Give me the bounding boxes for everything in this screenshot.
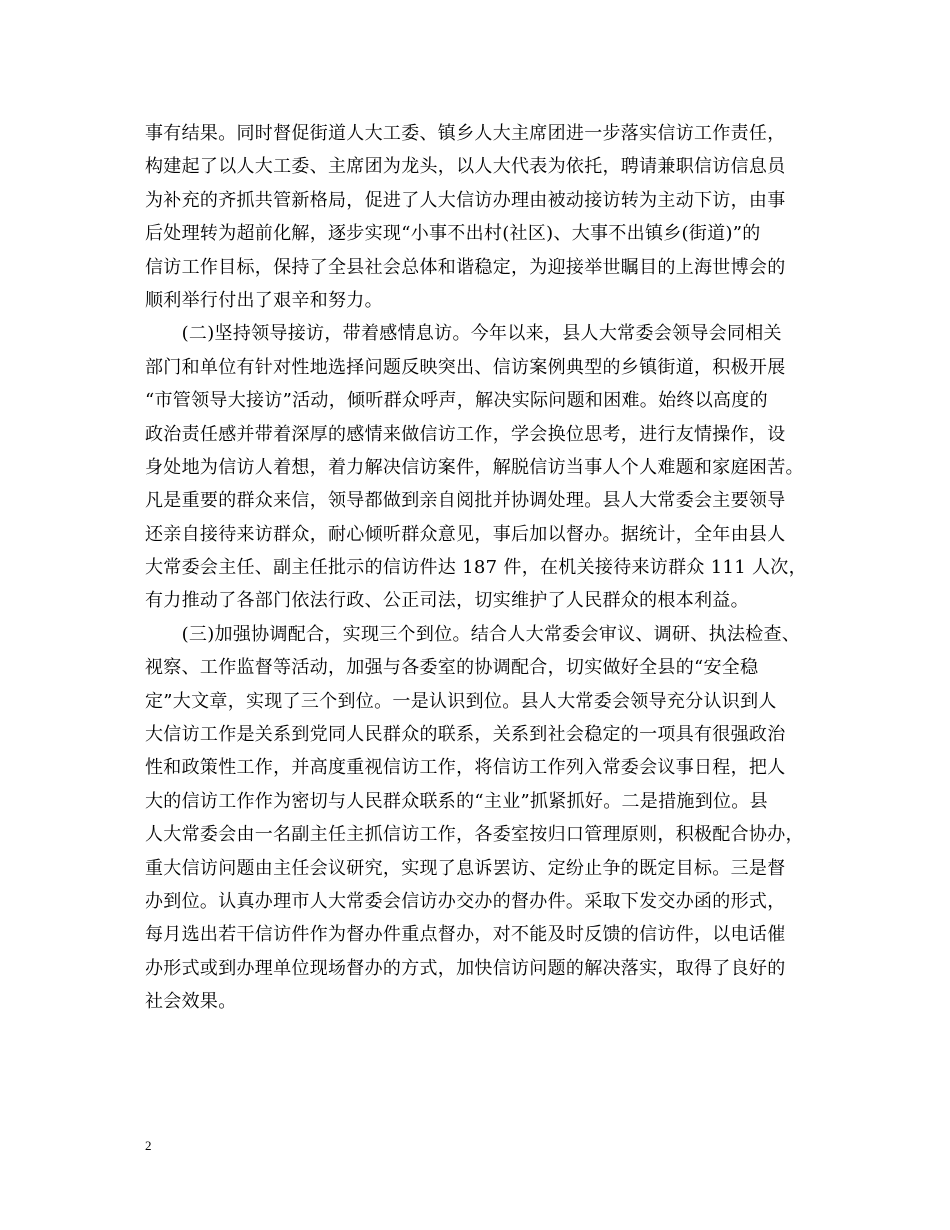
text-line: 办到位。认真办理市人大常委会信访办交办的督办件。采取下发交办函的形式，	[145, 890, 786, 912]
text-line: 重大信访问题由主任会议研究，实现了息诉罢访、定纷止争的既定目标。三是督	[145, 857, 786, 879]
text-line: 性和政策性工作，并高度重视信访工作，将信访工作列入常委会议事日程，把人	[145, 757, 786, 779]
text-line: “市管领导大接访”活动，倾听群众呼声，解决实际问题和困难。始终以高度的	[145, 390, 768, 412]
body-text	[145, 117, 805, 1019]
text-line: 每月选出若干信访件作为督办件重点督办，对不能及时反馈的信访件，以电话催	[145, 924, 786, 946]
text-line: 大的信访工作作为密切与人民群众联系的“主业”抓紧抓好。二是措施到位。县	[145, 790, 768, 812]
text-line: (三)加强协调配合，实现三个到位。结合人大常委会审议、调研、执法检查、	[145, 623, 801, 645]
text-line: 视察、工作监督等活动，加强与各委室的协调配合，切实做好全县的“安全稳	[145, 657, 759, 679]
text-line: 定”大文章，实现了三个到位。一是认识到位。县人大常委会领导充分认识到人	[145, 690, 777, 712]
text-line: 信访工作目标，保持了全县社会总体和谐稳定，为迎接举世瞩目的上海世博会的	[145, 256, 786, 278]
text-line: 部门和单位有针对性地选择问题反映突出、信访案例典型的乡镇街道，积极开展	[145, 356, 786, 378]
text-line: 有力推动了各部门依法行政、公正司法，切实维护了人民群众的根本利益。	[145, 590, 749, 612]
text-line: 大常委会主任、副主任批示的信访件达 187 件，在机关接待来访群众 111 人次，	[145, 557, 807, 579]
text-line: 为补充的齐抓共管新格局，促进了人大信访办理由被动接访转为主动下访，由事	[145, 189, 786, 211]
text-line: 事有结果。同时督促街道人大工委、镇乡人大主席团进一步落实信访工作责任，	[145, 123, 786, 144]
text-line: 社会效果。	[145, 991, 237, 1013]
text-line: 政治责任感并带着深厚的感情来做信访工作，学会换位思考，进行友情操作，设	[145, 423, 786, 445]
text-line: 身处地为信访人着想，着力解决信访案件，解脱信访当事人个人难题和家庭困苦。	[145, 456, 804, 478]
text-line: (二)坚持领导接访，带着感情息访。今年以来，县人大常委会领导会同相关	[145, 323, 782, 345]
text-line: 后处理转为超前化解，逐步实现“小事不出村(社区)、大事不出镇乡(街道)”的	[145, 223, 761, 245]
text-line: 顺利举行付出了艰辛和努力。	[145, 289, 383, 311]
text-line: 还亲自接待来访群众，耐心倾听群众意见，事后加以督办。据统计，全年由县人	[145, 523, 786, 545]
text-line: 办形式或到办理单位现场督办的方式，加快信访问题的解决落实，取得了良好的	[145, 957, 786, 979]
text-line: 构建起了以人大工委、主席团为龙头，以人大代表为依托，聘请兼职信访信息员	[145, 156, 786, 178]
page-number: 2	[145, 1138, 152, 1153]
text-line: 凡是重要的群众来信，领导都做到亲自阅批并协调处理。县人大常委会主要领导	[145, 490, 786, 512]
text-line: 大信访工作是关系到党同人民群众的联系，关系到社会稳定的一项具有很强政治	[145, 724, 786, 746]
text-line: 人大常委会由一名副主任主抓信访工作，各委室按归口管理原则，积极配合协办，	[145, 824, 804, 846]
